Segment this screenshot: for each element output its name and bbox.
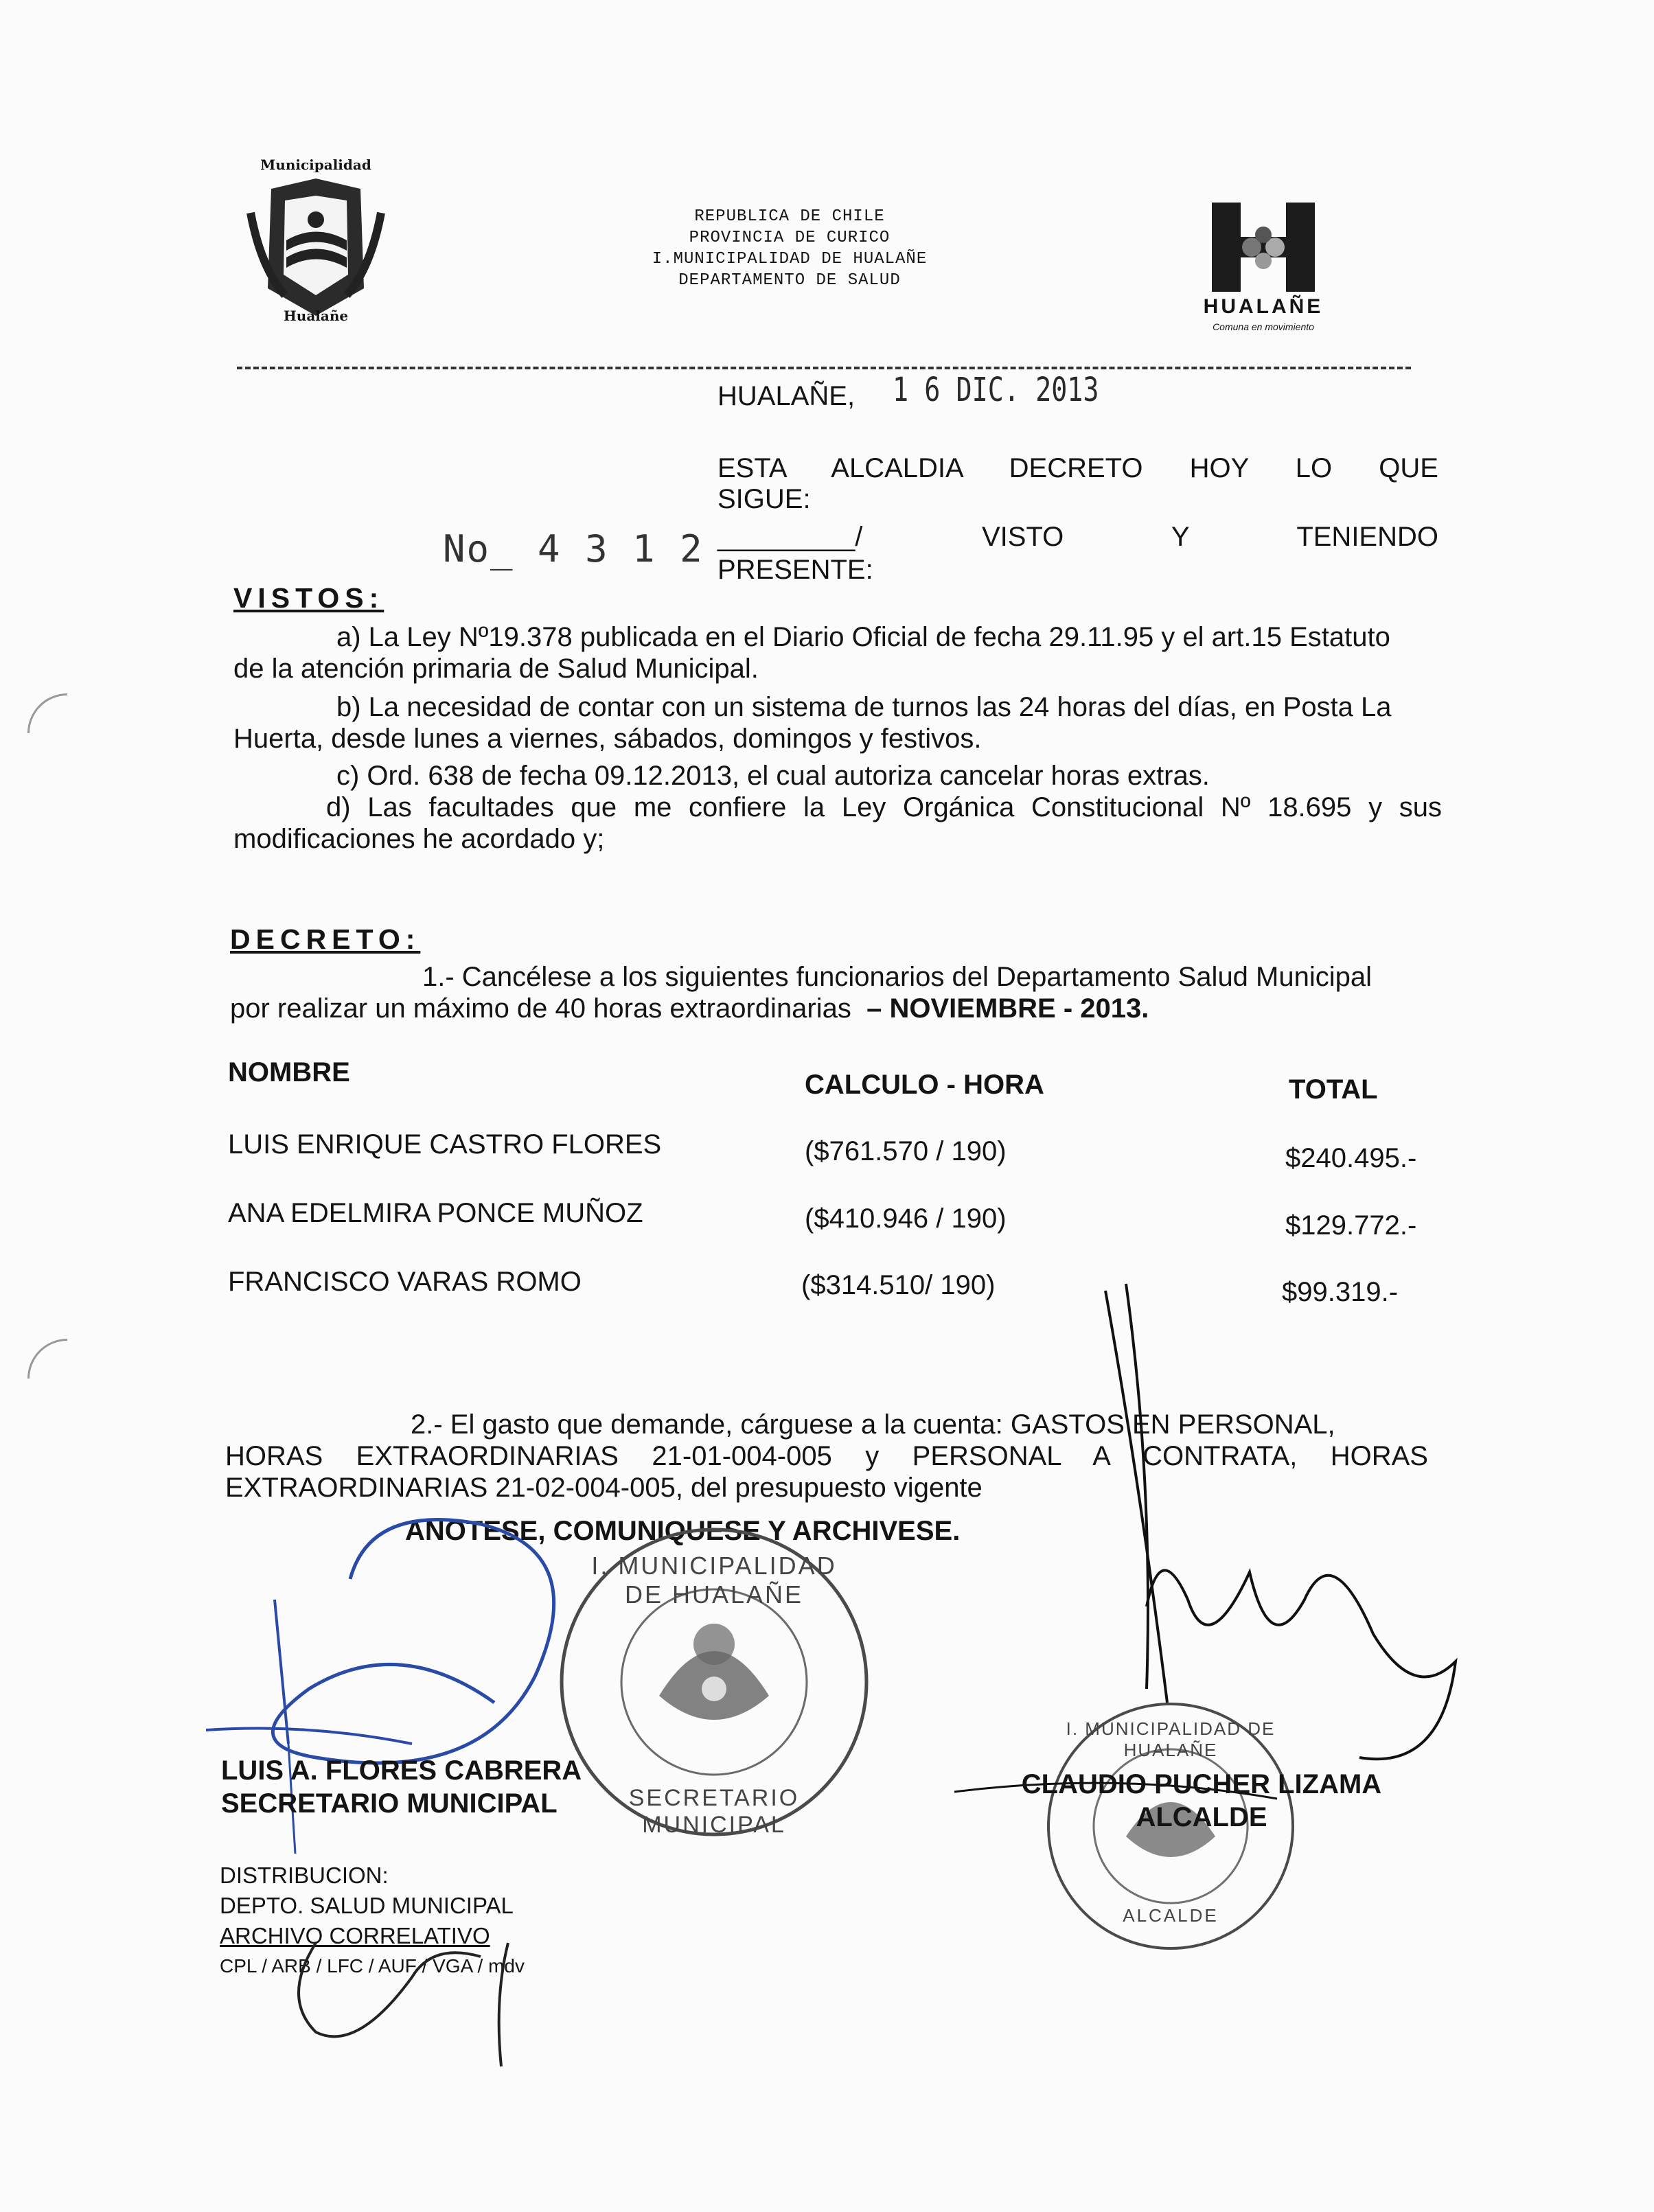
intro-presente: PRESENTE: — [717, 555, 873, 585]
date-stamp: 1 6 DIC. 2013 — [893, 371, 1099, 409]
header-divider — [237, 367, 1411, 369]
letterhead-line: PROVINCIA DE CURICO — [689, 229, 891, 247]
table-header-nombre: NOMBRE — [228, 1057, 350, 1087]
blue-signature — [206, 1497, 700, 1881]
alcalde-signature-block — [1009, 1768, 1394, 1834]
letterhead — [604, 206, 975, 291]
visto-b-line1: b) La necesidad de contar con un sistema de turnos las 24 horas del días, en Posta La — [336, 692, 1392, 722]
alcalde-title: ALCALDE — [1136, 1802, 1267, 1832]
logo-tagline: Comuna en movimiento — [1213, 321, 1314, 332]
secretario-name: LUIS A. FLORES CABRERA — [221, 1755, 582, 1786]
closing-formula: ANOTESE, COMUNIQUESE Y ARCHIVESE. — [405, 1516, 961, 1546]
distribution-line: DEPTO. SALUD MUNICIPAL — [220, 1893, 514, 1918]
intro-sigue: SIGUE: — [717, 484, 811, 514]
intro-blank: _________/ — [717, 522, 863, 552]
crest-bottom-text: Hualañe — [283, 308, 349, 324]
decree-number-stamp: No_ 4 3 1 2 — [443, 527, 704, 571]
logo-name: HUALAÑE — [1203, 295, 1324, 318]
decreto-p2-line1: 2.- El gasto que demande, cárguese a la cuenta: GASTOS EN PERSONAL, — [411, 1409, 1335, 1440]
decreto-heading: DECRETO: — [230, 923, 421, 955]
visto-d-line2: modificaciones he acordado y; — [233, 824, 605, 854]
initials-scribble — [275, 1915, 563, 2073]
letterhead-line: I.MUNICIPALIDAD DE HUALAÑE — [652, 250, 928, 268]
row-total: $129.772.- — [1285, 1210, 1417, 1241]
letterhead-line: REPUBLICA DE CHILE — [694, 207, 885, 226]
crest-top-text: Municipalidad — [260, 157, 371, 173]
row-total: $240.495.- — [1285, 1143, 1417, 1173]
secretario-signature-block — [221, 1754, 582, 1820]
decreto-p2-line3: EXTRAORDINARIAS 21-02-004-005, del presupuesto vigente — [225, 1473, 983, 1503]
visto-d-line1: d) Las facultades que me confiere la Ley Orgánica Constitucional Nº 18.695 y sus — [326, 792, 1442, 822]
visto-a-line1: a) La Ley Nº19.378 publicada en el Diario Oficial de fecha 29.11.95 y el art.15 Estatuto — [336, 622, 1390, 652]
row-calc: ($761.570 / 190) — [805, 1136, 1007, 1166]
row-name: LUIS ENRIQUE CASTRO FLORES — [228, 1129, 662, 1160]
intro-line: ESTA ALCALDIA DECRETO HOY LO QUE — [717, 453, 1438, 483]
row-calc: ($410.946 / 190) — [805, 1203, 1007, 1234]
letterhead-line: DEPARTAMENTO DE SALUD — [678, 271, 901, 290]
row-name: FRANCISCO VARAS ROMO — [228, 1267, 582, 1297]
vistos-body — [233, 621, 1442, 855]
municipal-crest-logo — [244, 158, 388, 326]
decreto-p1-month: – NOVIEMBRE - 2013. — [866, 993, 1149, 1024]
decreto-p1-line2: por realizar un máximo de 40 horas extraordinarias — [230, 993, 851, 1024]
punch-hole-top — [27, 693, 107, 773]
table-header-calculo: CALCULO - HORA — [805, 1070, 1044, 1100]
decreto-p2-line2: HORAS EXTRAORDINARIAS 21-01-004-005 y PERSONAL A CONTRATA, HORAS — [225, 1441, 1428, 1471]
punch-hole-bottom — [27, 1339, 107, 1418]
decreto-p1-line1: 1.- Cancélese a los siguientes funcionarios del Departamento Salud Municipal — [422, 962, 1372, 992]
vistos-heading: VISTOS: — [233, 582, 384, 614]
secretario-title: SECRETARIO MUNICIPAL — [221, 1788, 558, 1819]
black-signature — [947, 1277, 1469, 1826]
visto-b-line2: Huerta, desde lunes a viernes, sábados, domingos y festivos. — [233, 724, 982, 754]
dateline-place: HUALAÑE, — [717, 381, 855, 411]
seal-top-text: I. MUNICIPALIDAD DE HUALAÑE — [591, 1552, 837, 1609]
seal-bottom-text: ALCALDE — [1123, 1905, 1219, 1926]
alcalde-name: CLAUDIO PUCHER LIZAMA — [1021, 1769, 1382, 1799]
table-header-total: TOTAL — [1289, 1074, 1378, 1105]
distribution-initials: CPL / ARB / LFC / AUF / VGA / mdv — [220, 1955, 525, 1977]
row-calc: ($314.510/ 190) — [801, 1270, 996, 1300]
intro-visto: VISTO Y TENIENDO — [982, 522, 1438, 552]
row-name: ANA EDELMIRA PONCE MUÑOZ — [228, 1198, 643, 1228]
visto-c: c) Ord. 638 de fecha 09.12.2013, el cual autoriza cancelar horas extras. — [336, 761, 1210, 791]
seal-bottom-text: SECRETARIO MUNICIPAL — [628, 1785, 800, 1838]
table-row — [228, 1198, 1450, 1239]
table-row — [228, 1129, 1450, 1171]
distribution-label: DISTRIBUCION: — [220, 1863, 389, 1888]
row-total: $99.319.- — [1282, 1277, 1399, 1307]
hualane-h-logo — [1191, 199, 1335, 336]
decreto-p1 — [230, 961, 1438, 1024]
visto-a-line2: de la atención primaria de Salud Municipal. — [233, 654, 759, 684]
seal-top-text: I. MUNICIPALIDAD DE HUALAÑE — [1066, 1718, 1276, 1760]
distribution-line: ARCHIVO CORRELATIVO — [220, 1923, 490, 1948]
